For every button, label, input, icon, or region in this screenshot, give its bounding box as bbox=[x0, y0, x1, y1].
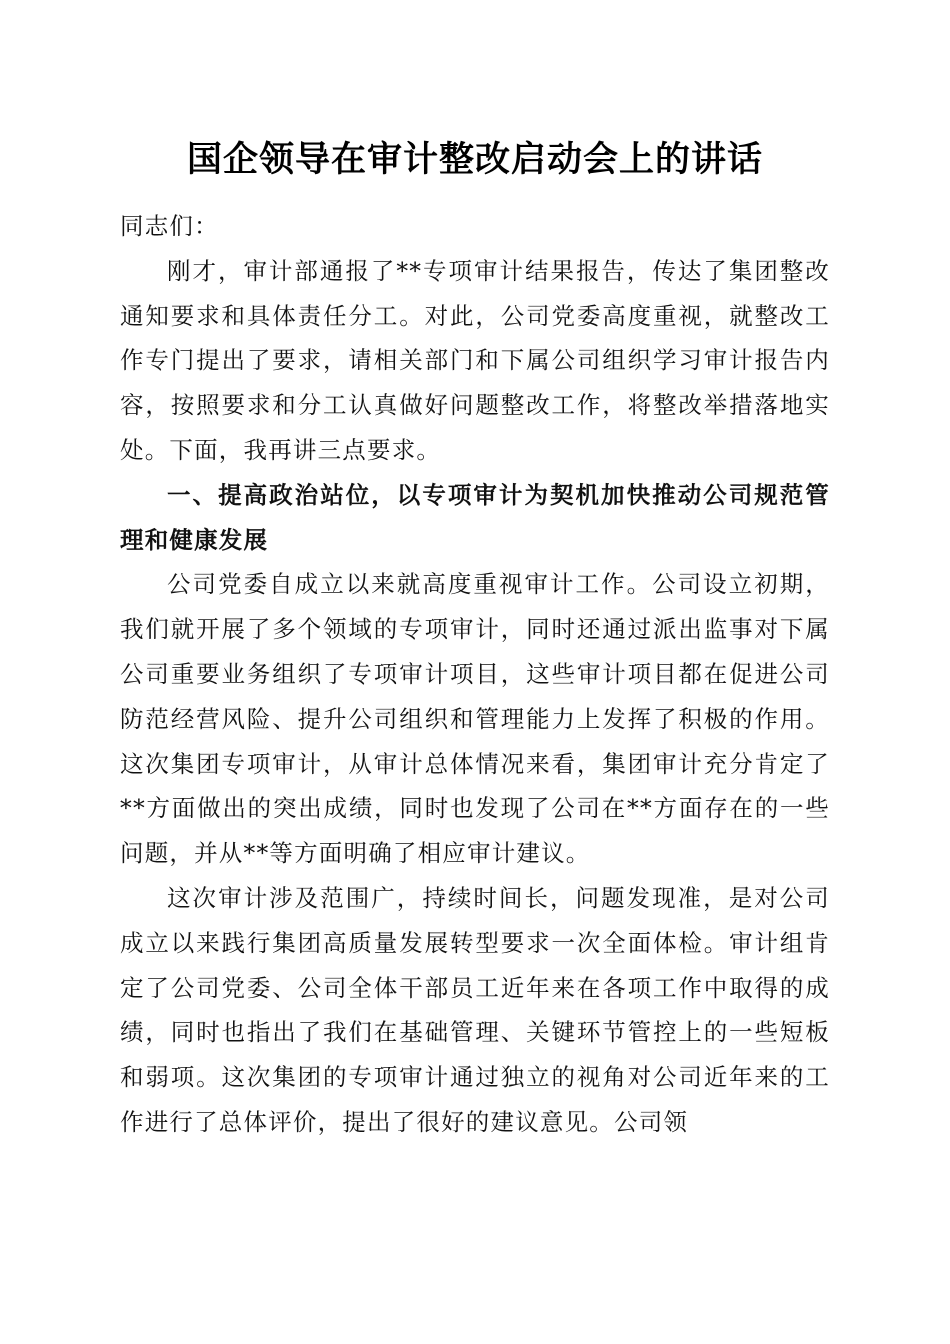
body-paragraph: 公司党委自成立以来就高度重视审计工作。公司设立初期，我们就开展了多个领域的专项审计，同时还通过派出监事对下属公司重要业务组织了专项审计项目，这些审计项目都在促进公司防范经营风险、提升公司组织和管理能力上发挥了积极的作用。这次集团专项审计，从审计总体情况来看，集团审计充分肯定了**方面做出的突出成绩，同时也发现了公司在**方面存在的一些问题，并从**等方面明确了相应审计建议。 bbox=[120, 570, 830, 868]
salutation: 同志们： bbox=[120, 212, 219, 240]
document-body bbox=[120, 204, 830, 1145]
document-title: 国企领导在审计整改启动会上的讲话 bbox=[186, 139, 763, 180]
intro-paragraph: 刚才，审计部通报了**专项审计结果报告，传达了集团整改通知要求和具体责任分工。对此，公司党委高度重视，就整改工作专门提出了要求，请相关部门和下属公司组织学习审计报告内容，按照要求和分工认真做好问题整改工作，将整改举措落地实处。下面，我再讲三点要求。 bbox=[120, 256, 830, 464]
section-heading: 一、提高政治站位，以专项审计为契机加快推动公司规范管理和健康发展 bbox=[120, 480, 830, 554]
body-paragraph: 这次审计涉及范围广，持续时间长，问题发现准，是对公司成立以来践行集团高质量发展转型要求一次全面体检。审计组肯定了公司党委、公司全体干部员工近年来在各项工作中取得的成绩，同时也指出了我们在基础管理、关键环节管控上的一些短板和弱项。这次集团的专项审计通过独立的视角对公司近年来的工作进行了总体评价，提出了很好的建议意见。公司领 bbox=[120, 883, 830, 1136]
